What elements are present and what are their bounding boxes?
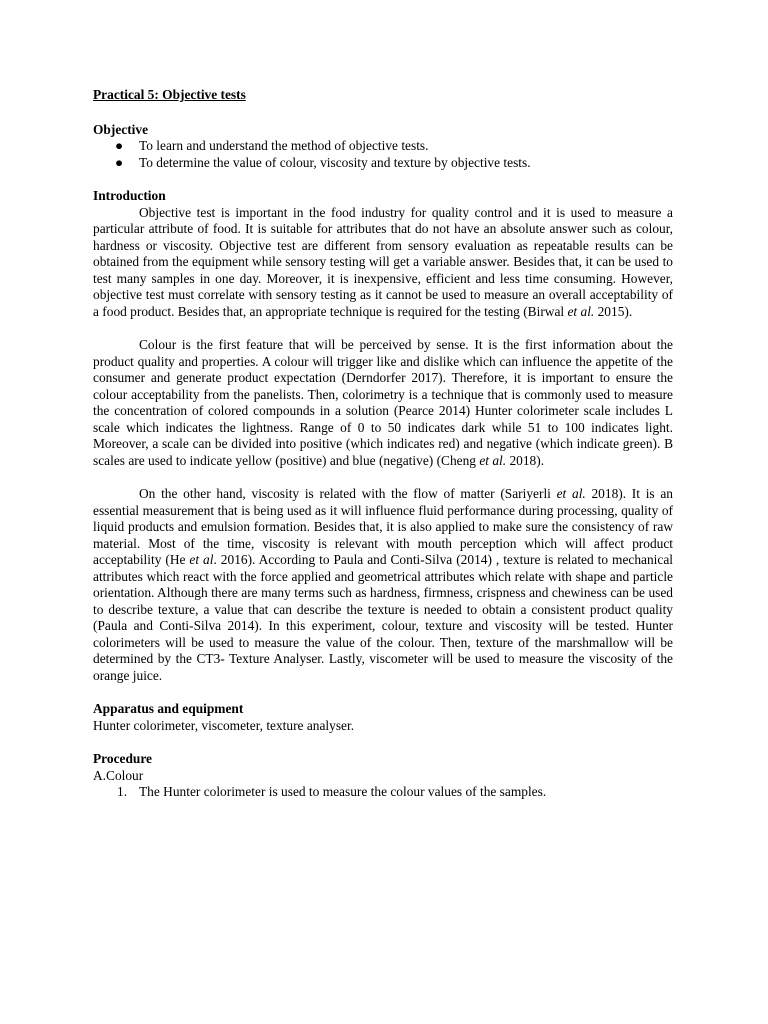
list-item [115, 155, 673, 172]
citation-etal: et al. [479, 452, 507, 468]
page-title: Practical 5: Objective tests [93, 87, 246, 102]
objective-list [93, 138, 673, 171]
paragraph-text: Objective test is important in the food industry for quality control and it is used to measure a particular attribute of food. It is suitable for attributes that do not have an absolute answer such as colour, hardness or viscosity. Objective test are different from sensory evaluation as repeatable results can be obtained from the equipment while sensory testing will get a variable answer. Besides that, it can be used to test many samples in one day. Moreover, it is inexpensive, efficient and less time consuming. However, objective test must correlate with sensory testing as it cannot be used to measure an overall acceptability of a food product. Besides that, an appropriate technique is required for the testing (Birwal [93, 204, 673, 319]
procedure-heading: Procedure [93, 751, 153, 766]
objective-item-text: To learn and understand the method of objective tests. [139, 138, 429, 153]
spacer [93, 734, 673, 751]
step-text: The Hunter colorimeter is used to measure the colour values of the samples. [139, 784, 547, 799]
citation-etal: et al. [556, 486, 586, 501]
document-body [93, 87, 673, 801]
intro-paragraph-2 [93, 337, 673, 469]
step-number: 1. [117, 784, 128, 799]
intro-paragraph-1 [93, 205, 673, 321]
procedure-subheading: A.Colour [93, 767, 144, 783]
bullet-icon: ● [115, 138, 124, 153]
paragraph-text: 2015). [594, 303, 633, 319]
paragraph-text: . 2016). According to Paula and Conti-Silva (2014) , texture is related to mechanical attributes which react with the force applied and geometrical attributes which relate with shape and particle orientation. Although there are many terms such as hardness, firmness, crispness and chewiness can be used to describe texture, a value that can describe the texture is needed to obtain a consistent product quality (Paula and Conti-Silva 2014). In this experiment, colour, texture and viscosity will be tested. Hunter colorimeters will be used to measure the value of the colour. Then, texture of the marshmallow will be determined by the CT3- Texture Analyser. Lastly, viscometer will be used to measure the viscosity of the orange juice. [93, 552, 673, 683]
list-item [115, 138, 673, 155]
spacer [93, 171, 673, 188]
paragraph-text: Colour is the first feature that will be perceived by sense. It is the first information about the product quality and properties. A colour will trigger like and dislike which can influence the appetite of the consumer and generate product expectation (Derndorfer 2017). Therefore, it is important to ensure the colour acceptability from the panelists. Then, colorimetry is a technique that is commonly used to measure the concentration of colored compounds in a solution (Pearce 2014) Hunter colorimeter scale includes L scale which indicates the lightness. Range of 0 to 50 indicates dark while 51 to 100 indicates light. Moreover, a scale can be divided into positive (which indicates red) and negative (which indicate green). B scales are used to indicate yellow (positive) and blue (negative) (Cheng [93, 337, 673, 468]
spacer [93, 684, 673, 701]
spacer [93, 469, 673, 486]
apparatus-heading: Apparatus and equipment [93, 701, 244, 716]
list-item [117, 784, 673, 801]
intro-paragraph-3 [93, 486, 673, 684]
apparatus-text: Hunter colorimeter, viscometer, texture analyser. [93, 717, 355, 733]
citation-etal: et al. [567, 303, 595, 319]
citation-etal: et al [189, 552, 214, 567]
bullet-icon: ● [115, 154, 124, 170]
paragraph-text: 2018). [506, 452, 545, 468]
objective-item-text: To determine the value of colour, viscosity and texture by objective tests. [139, 154, 531, 170]
spacer [93, 320, 673, 337]
introduction-heading: Introduction [93, 188, 166, 203]
objective-heading: Objective [93, 121, 149, 137]
paragraph-text: 2018). It is an essential measurement that is being used as it will influence fluid performance during processing, quality of liquid products and emulsion formation. Besides that, it is also applied to make sure the consistency of raw material. Most of the time, viscosity is relevant with mouth perception which will affect product acceptability (He [93, 486, 673, 567]
procedure-steps [93, 784, 673, 801]
paragraph-text: On the other hand, viscosity is related with the flow of matter (Sariyerli [139, 486, 557, 501]
